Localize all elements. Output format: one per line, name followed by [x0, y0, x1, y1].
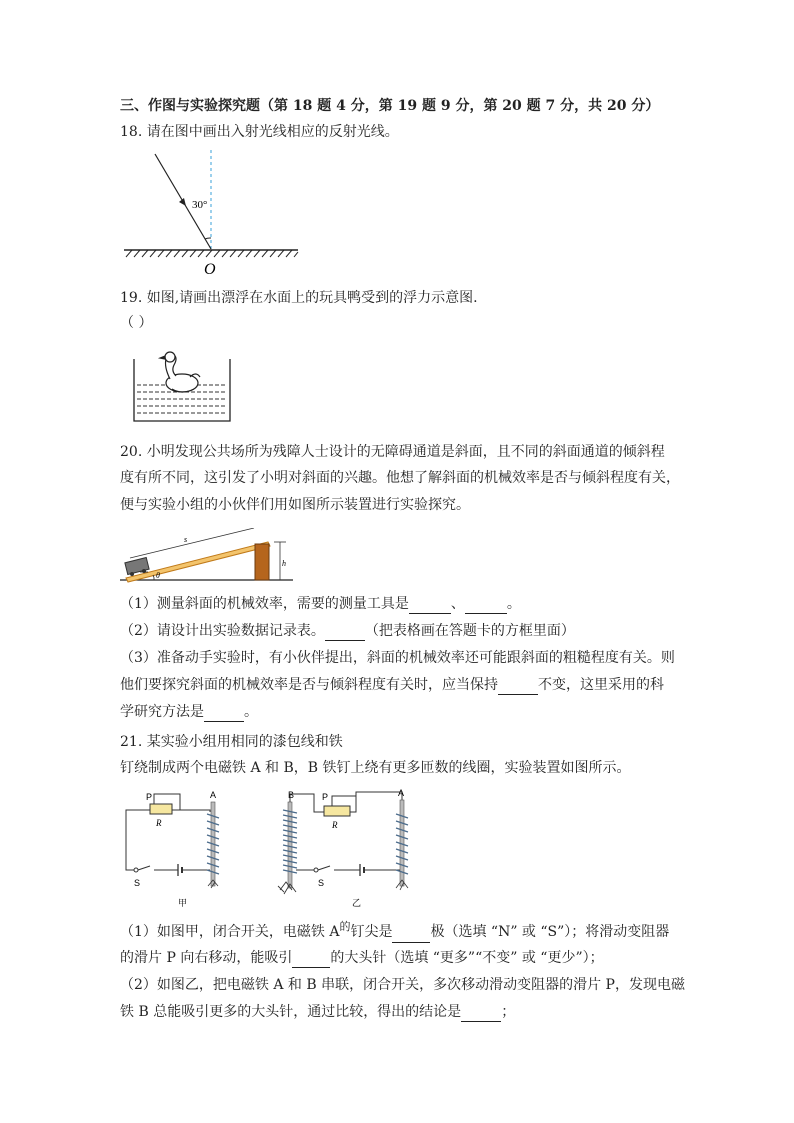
q19-duck-icon [160, 352, 200, 392]
q19-figure [130, 345, 240, 425]
q21-sub2-line2: 铁 B 总能吸引更多的大头针，通过比较，得出的结论是 ； [120, 1004, 516, 1020]
q21-figure-jia [118, 786, 238, 912]
q21-sub2-line1: （2）如图乙，把电磁铁 A 和 B 串联，闭合开关，多次移动滑动变阻器的滑片 P，发现电磁 [120, 977, 685, 993]
q21-jia-R-label: R [156, 818, 162, 828]
q18-mirror-hatching [126, 250, 298, 257]
q20-theta-label: θ [156, 571, 160, 580]
section-heading: 三、作图与实验探究题（第 18 题 4 分，第 19 题 9 分，第 20 题 7 分，共 20 分） [120, 98, 660, 114]
q21-jia-rheostat [150, 804, 172, 814]
q20-text-line1: 20. 小明发现公共场所为残障人士设计的无障碍通道是斜面，且不同的斜面通道的倾斜程 [120, 444, 665, 460]
q19-answer-paren: （ ） [120, 315, 153, 331]
q21-jia-P-label: P [146, 792, 153, 802]
q21-yi-rheostat [324, 806, 350, 816]
q20-text-line2: 度有所不同，这引发了小明对斜面的兴趣。他想了解斜面的机械效率是否与倾斜程度有关， [120, 470, 680, 486]
q18-arrow-icon [179, 198, 186, 206]
q21-yi-pins-B [278, 882, 296, 894]
q20-sub3-line3: 学研究方法是 。 [120, 704, 258, 720]
q20-sub1-blank2[interactable] [465, 599, 507, 614]
q21-yi-B-label: B [288, 790, 295, 800]
q21-yi-nail-B [288, 802, 292, 888]
q20-sub2-blank[interactable] [325, 626, 365, 641]
q20-h-label: h [282, 559, 286, 568]
q21-sub1-blank2[interactable] [292, 953, 330, 968]
q19-text: 19. 如图,请画出漂浮在水面上的玩具鸭受到的浮力示意图. [120, 290, 478, 306]
q21-yi-A-label: A [398, 788, 405, 798]
q21-jia-switch [138, 866, 150, 870]
q20-sub3-line1: （3）准备动手实验时，有小伙伴提出，斜面的机械效率还可能跟斜面的粗糙程度有关。则 [120, 650, 675, 666]
q21-figure-yi [270, 786, 420, 912]
q18-text: 18. 请在图中画出入射光线相应的反射光线。 [120, 124, 399, 140]
q21-yi-caption: 乙 [352, 898, 362, 908]
q18-figure [118, 150, 318, 280]
q20-sub3-blank1[interactable] [498, 680, 538, 695]
q18-angle-arc [205, 238, 211, 239]
q21-sub1-blank1[interactable] [392, 928, 430, 943]
q20-sub3-line2: 他们要探究斜面的机械效率是否与倾斜程度有关时，应当保持 不变，这里采用的科 [120, 677, 664, 693]
q20-s-label: s [184, 535, 188, 544]
q20-sub1: （1）测量斜面的机械效率，需要的测量工具是 、 。 [120, 596, 521, 612]
q21-yi-P-label: P [322, 792, 329, 802]
q21-jia-S-label: S [134, 878, 141, 888]
q21-yi-switch [318, 866, 330, 870]
q21-jia-coil [207, 814, 219, 874]
q21-sub1-line1: （1）如图甲，闭合开关，电磁铁 $A^的$钉尖是 极（选填 “N” 或 “S”）；将滑动变阻器 [120, 922, 669, 943]
q21-jia-A-label: A [210, 790, 217, 800]
q20-incline-figure [118, 528, 298, 588]
q21-sub1-line2: 的滑片 P 向右移动，能吸引 的大头针（选填 “更多”“不变” 或 “更少”）； [120, 950, 604, 966]
q20-sub3-blank2[interactable] [204, 707, 244, 722]
q21-yi-S-label: S [318, 878, 325, 888]
q21-yi-coil-A [396, 814, 408, 874]
q21-jia-wire-left [126, 810, 150, 870]
q20-sub2: （2）请设计出实验数据记录表。 （把表格画在答题卡的方框里面） [120, 623, 575, 639]
q18-angle-label: 30° [192, 199, 208, 211]
q21-sub2-blank[interactable] [461, 1007, 501, 1022]
q21-yi-R-label: R [332, 820, 338, 830]
q21-text-line2: 钉绕制成两个电磁铁 A 和 B，B 铁钉上绕有更多匝数的线圈，实验装置如图所示。 [120, 760, 631, 776]
q21-text-line1: 21. 某实验小组用相同的漆包线和铁 [120, 734, 343, 750]
q20-wood-block [255, 544, 269, 580]
q20-sub1-blank1[interactable] [409, 599, 451, 614]
q20-text-line3: 便与实验小组的小伙伴们用如图所示装置进行实验探究。 [120, 497, 470, 513]
q21-jia-caption: 甲 [178, 898, 188, 908]
q18-point-label: O [204, 261, 216, 278]
